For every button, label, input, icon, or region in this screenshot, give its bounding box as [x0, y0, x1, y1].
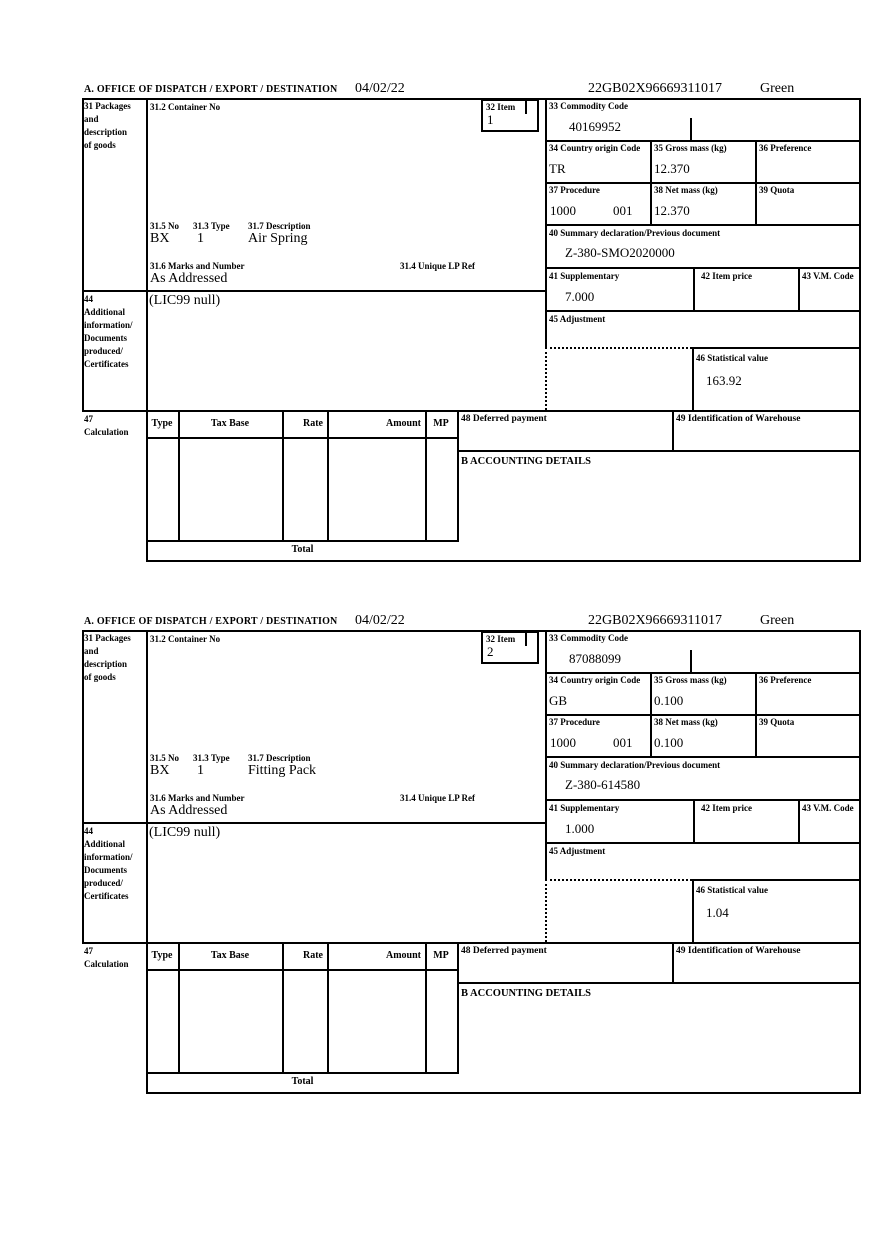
- grid-line: [692, 879, 861, 881]
- box31-label: 31 Packages: [84, 633, 131, 643]
- box48-label: 48 Deferred payment: [461, 414, 547, 424]
- box44-label: Additional: [84, 839, 126, 849]
- grid-line: [545, 224, 861, 226]
- grid-line: [693, 799, 695, 842]
- commodity-code-value: 87088099: [569, 651, 621, 666]
- grid-line: [82, 822, 545, 824]
- box37-label: 37 Procedure: [549, 717, 600, 727]
- box46-label: 46 Statistical value: [696, 885, 768, 895]
- grid-line: [545, 799, 861, 801]
- box44-label: Certificates: [84, 891, 129, 901]
- box31-label: 31 Packages: [84, 101, 131, 111]
- box46-label: 46 Statistical value: [696, 353, 768, 363]
- grid-line: [525, 101, 527, 114]
- grid-line: [672, 410, 674, 450]
- office-of-dispatch-label: A. OFFICE OF DISPATCH / EXPORT / DESTINATION: [84, 84, 338, 95]
- grid-line: [525, 633, 527, 646]
- box38-label: 38 Net mass (kg): [654, 185, 718, 195]
- box37-label: 37 Procedure: [549, 185, 600, 195]
- box31-5-label: 31.5 No: [150, 753, 179, 763]
- box44-label: Documents: [84, 865, 127, 875]
- packages-type-value: 1: [197, 231, 204, 246]
- grid-line: [545, 310, 861, 312]
- commodity-code-subdivision-line: [690, 650, 692, 672]
- grid-line: [692, 879, 694, 942]
- total-label: Total: [291, 1076, 314, 1087]
- commodity-code-subdivision-line: [690, 118, 692, 140]
- box47-label: Calculation: [84, 959, 129, 969]
- box42-label: 42 Item price: [701, 271, 752, 281]
- calc-column-amount: Amount: [385, 950, 421, 961]
- goods-description-value: Air Spring: [248, 231, 308, 246]
- statistical-value: 163.92: [706, 373, 742, 388]
- box31-label: and: [84, 114, 99, 124]
- box31-2-label: 31.2 Container No: [150, 102, 221, 112]
- box35-label: 35 Gross mass (kg): [654, 675, 727, 685]
- grid-line: [146, 98, 148, 562]
- box34-label: 34 Country origin Code: [549, 143, 641, 153]
- procedure-value: 1000: [550, 203, 576, 218]
- grid-line: [457, 450, 861, 452]
- commodity-code-value: 40169952: [569, 119, 621, 134]
- statistical-value: 1.04: [706, 905, 729, 920]
- box47-label: 47: [84, 946, 93, 956]
- grid-line: [457, 410, 459, 540]
- box31-label: of goods: [84, 140, 116, 150]
- procedure-extra-value: 001: [613, 203, 633, 218]
- box40-label: 40 Summary declaration/Previous document: [549, 760, 721, 770]
- grid-line: [545, 267, 861, 269]
- box32-label: 32 Item: [486, 102, 516, 112]
- box42-label: 42 Item price: [701, 803, 752, 813]
- box38-label: 38 Net mass (kg): [654, 717, 718, 727]
- box49-label: 49 Identification of Warehouse: [676, 946, 801, 956]
- gross-mass-value: 0.100: [654, 693, 684, 708]
- grid-line: [650, 672, 652, 756]
- box39-label: 39 Quota: [759, 185, 795, 195]
- box31-6-label: 31.6 Marks and Number: [150, 793, 245, 803]
- item-number-box: [481, 99, 539, 132]
- supplementary-value: 7.000: [565, 289, 595, 304]
- grid-line: [798, 799, 800, 842]
- box36-label: 36 Preference: [759, 143, 812, 153]
- calc-column-mp: MP: [433, 418, 449, 429]
- additional-information-value: (LIC99 null): [149, 825, 221, 840]
- grid-line: [545, 630, 547, 879]
- procedure-value: 1000: [550, 735, 576, 750]
- previous-document-value: Z-380-SMO2020000: [565, 245, 675, 260]
- country-origin-value: GB: [549, 693, 568, 708]
- grid-line: [82, 290, 545, 292]
- box44-label: Additional: [84, 307, 126, 317]
- grid-line: [146, 969, 459, 971]
- mrn-number: 22GB02X96669311017: [588, 81, 723, 96]
- grid-line: [672, 942, 674, 982]
- box40-label: 40 Summary declaration/Previous document: [549, 228, 721, 238]
- country-origin-value: TR: [549, 161, 566, 176]
- grid-line: [693, 267, 695, 310]
- office-of-dispatch-label: A. OFFICE OF DISPATCH / EXPORT / DESTINATION: [84, 616, 338, 627]
- box44-label: Certificates: [84, 359, 129, 369]
- box41-label: 41 Supplementary: [549, 803, 620, 813]
- calc-column-amount: Amount: [385, 418, 421, 429]
- calc-column-type: Type: [151, 950, 173, 961]
- grid-line: [146, 630, 148, 1094]
- packages-no-value: BX: [150, 231, 170, 246]
- grid-line: [545, 98, 547, 347]
- grid-line: [859, 630, 861, 1094]
- grid-line: [82, 98, 861, 100]
- box45-label: 45 Adjustment: [549, 314, 606, 324]
- grid-line: [798, 267, 800, 310]
- box31-7-label: 31.7 Description: [248, 221, 311, 231]
- grid-line: [545, 672, 861, 674]
- box31-3-label: 31.3 Type: [193, 753, 230, 763]
- grid-line: [545, 714, 861, 716]
- mrn-number: 22GB02X96669311017: [588, 613, 723, 628]
- box31-2-label: 31.2 Container No: [150, 634, 221, 644]
- net-mass-value: 0.100: [654, 735, 684, 750]
- box31-label: of goods: [84, 672, 116, 682]
- accounting-details-label: B ACCOUNTING DETAILS: [461, 988, 591, 999]
- box31-6-label: 31.6 Marks and Number: [150, 261, 245, 271]
- grid-line: [755, 140, 757, 224]
- total-label: Total: [291, 544, 314, 555]
- grid-line: [545, 842, 861, 844]
- box44-label: produced/: [84, 878, 123, 888]
- box44-label: Documents: [84, 333, 127, 343]
- grid-line: [545, 756, 861, 758]
- box31-5-label: 31.5 No: [150, 221, 179, 231]
- box44-label: 44: [84, 294, 93, 304]
- box43-label: 43 V.M. Code: [802, 271, 854, 281]
- box47-label: Calculation: [84, 427, 129, 437]
- grid-line: [82, 942, 861, 944]
- net-mass-value: 12.370: [654, 203, 690, 218]
- procedure-extra-value: 001: [613, 735, 633, 750]
- box31-7-label: 31.7 Description: [248, 753, 311, 763]
- box31-label: description: [84, 127, 128, 137]
- dotted-divider-line: [545, 347, 692, 349]
- box31-4-label: 31.4 Unique LP Ref: [400, 261, 476, 271]
- grid-line: [146, 540, 459, 542]
- box45-label: 45 Adjustment: [549, 846, 606, 856]
- previous-document-value: Z-380-614580: [565, 777, 641, 792]
- box48-label: 48 Deferred payment: [461, 946, 547, 956]
- marks-and-number-value: As Addressed: [150, 271, 228, 286]
- box31-4-label: 31.4 Unique LP Ref: [400, 793, 476, 803]
- goods-description-value: Fitting Pack: [248, 763, 317, 778]
- customs-item-section-2: [82, 612, 861, 1094]
- grid-line: [82, 410, 861, 412]
- gross-mass-value: 12.370: [654, 161, 690, 176]
- calc-column-type: Type: [151, 418, 173, 429]
- grid-line: [545, 182, 861, 184]
- box49-label: 49 Identification of Warehouse: [676, 414, 801, 424]
- dotted-divider-line: [545, 879, 547, 942]
- item-number-value: 2: [487, 644, 494, 659]
- dotted-divider-line: [545, 879, 692, 881]
- grid-line: [692, 347, 694, 410]
- declaration-date: 04/02/22: [355, 81, 405, 96]
- grid-line: [859, 98, 861, 562]
- box31-label: description: [84, 659, 128, 669]
- box36-label: 36 Preference: [759, 675, 812, 685]
- marks-and-number-value: As Addressed: [150, 803, 228, 818]
- calc-column-mp: MP: [433, 950, 449, 961]
- box41-label: 41 Supplementary: [549, 271, 620, 281]
- routing-status: Green: [760, 81, 795, 96]
- dotted-divider-line: [545, 347, 547, 410]
- packages-type-value: 1: [197, 763, 204, 778]
- calc-column-tax-base: Tax Base: [210, 950, 250, 961]
- grid-line: [146, 1092, 861, 1094]
- grid-line: [146, 437, 459, 439]
- calc-column-rate: Rate: [303, 950, 323, 961]
- additional-information-value: (LIC99 null): [149, 293, 221, 308]
- box33-label: 33 Commodity Code: [549, 633, 628, 643]
- item-number-value: 1: [487, 112, 494, 127]
- box44-label: information/: [84, 320, 133, 330]
- grid-line: [457, 982, 861, 984]
- box31-3-label: 31.3 Type: [193, 221, 230, 231]
- grid-line: [755, 672, 757, 756]
- packages-no-value: BX: [150, 763, 170, 778]
- box34-label: 34 Country origin Code: [549, 675, 641, 685]
- grid-line: [650, 140, 652, 224]
- grid-line: [82, 630, 861, 632]
- calc-column-tax-base: Tax Base: [210, 418, 250, 429]
- routing-status: Green: [760, 613, 795, 628]
- calc-column-rate: Rate: [303, 418, 323, 429]
- customs-item-section-1: [82, 80, 861, 562]
- box32-label: 32 Item: [486, 634, 516, 644]
- box44-label: 44: [84, 826, 93, 836]
- grid-line: [146, 560, 861, 562]
- item-number-box: [481, 631, 539, 664]
- box39-label: 39 Quota: [759, 717, 795, 727]
- grid-line: [146, 1072, 459, 1074]
- box35-label: 35 Gross mass (kg): [654, 143, 727, 153]
- grid-line: [692, 347, 861, 349]
- box47-label: 47: [84, 414, 93, 424]
- grid-line: [457, 942, 459, 1072]
- box33-label: 33 Commodity Code: [549, 101, 628, 111]
- box31-label: and: [84, 646, 99, 656]
- box44-label: produced/: [84, 346, 123, 356]
- declaration-date: 04/02/22: [355, 613, 405, 628]
- grid-line: [545, 140, 861, 142]
- supplementary-value: 1.000: [565, 821, 595, 836]
- box43-label: 43 V.M. Code: [802, 803, 854, 813]
- box44-label: information/: [84, 852, 133, 862]
- accounting-details-label: B ACCOUNTING DETAILS: [461, 456, 591, 467]
